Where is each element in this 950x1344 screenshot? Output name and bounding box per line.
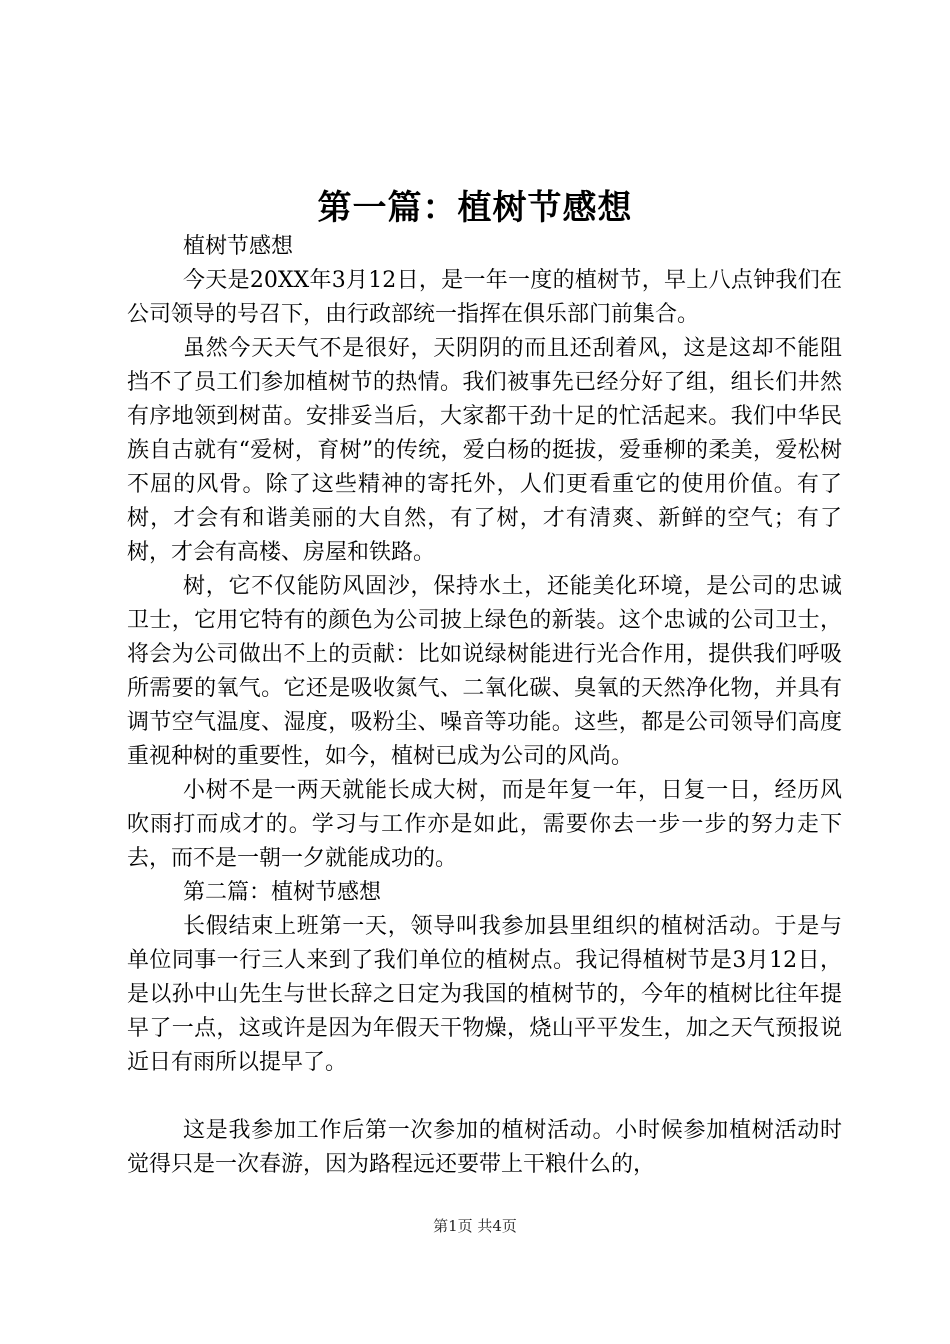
paragraph: 树，它不仅能防风固沙，保持水土，还能美化环境，是公司的忠诚卫士，它用它特有的颜色为公司披上绿色的新装。这个忠诚的公司卫士，将会为公司做出不上的贡献：比如说绿树能进行光合作用，提供我们呼吸所需要的氧气。它还是吸收氮气、二氧化碳、臭氧的天然净化物，并具有调节空气温度、湿度，吸粉尘、噪音等功能。这些，都是公司领导们高度重视种树的重要性，如今，植树已成为公司的风尚。 [127,574,842,769]
paragraph-gap [127,1080,842,1114]
paragraph: 虽然今天天气不是很好，天阴阴的而且还刮着风，这是这却不能阻挡不了员工们参加植树节的热情。我们被事先已经分好了组，组长们井然有序地领到树苗。安排妥当后，大家都干劲十足的忙活起来。我们中华民族自古就有“爱树，育树”的传统，爱白杨的挺拔，爱垂柳的柔美，爱松树不屈的风骨。除了这些精神的寄托外，人们更看重它的使用价值。有了树，才会有和谐美丽的大自然，有了树，才有清爽、新鲜的空气；有了树，才会有高楼、房屋和铁路。 [127,336,842,565]
section-heading: 植树节感想 [183,234,294,259]
paragraph: 今天是20XX年3月12日，是一年一度的植树节，早上八点钟我们在公司领导的号召下，由行政部统一指挥在俱乐部门前集合。 [127,268,842,327]
paragraph: 小树不是一两天就能长成大树，而是年复一年，日复一日，经历风吹雨打而成才的。学习与工作亦是如此，需要你去一步一步的努力走下去，而不是一朝一夕就能成功的。 [127,778,842,871]
document-title: 第一篇：植树节感想 [317,188,633,228]
paragraph: 这是我参加工作后第一次参加的植树活动。小时候参加植树活动时觉得只是一次春游，因为路程远还要带上干粮什么的， [127,1118,842,1177]
document-body [127,230,842,1182]
section-heading: 第二篇：植树节感想 [183,880,382,905]
paragraph: 长假结束上班第一天，领导叫我参加县里组织的植树活动。于是与单位同事一行三人来到了我们单位的植树点。我记得植树节是3月12日，是以孙中山先生与世长辞之日定为我国的植树节的，今年的植树比往年提早了一点，这或许是因为年假天干物燥，烧山平平发生，加之天气预报说近日有雨所以提早了。 [127,914,842,1075]
page-footer: 第1页 共4页 [433,1217,517,1235]
